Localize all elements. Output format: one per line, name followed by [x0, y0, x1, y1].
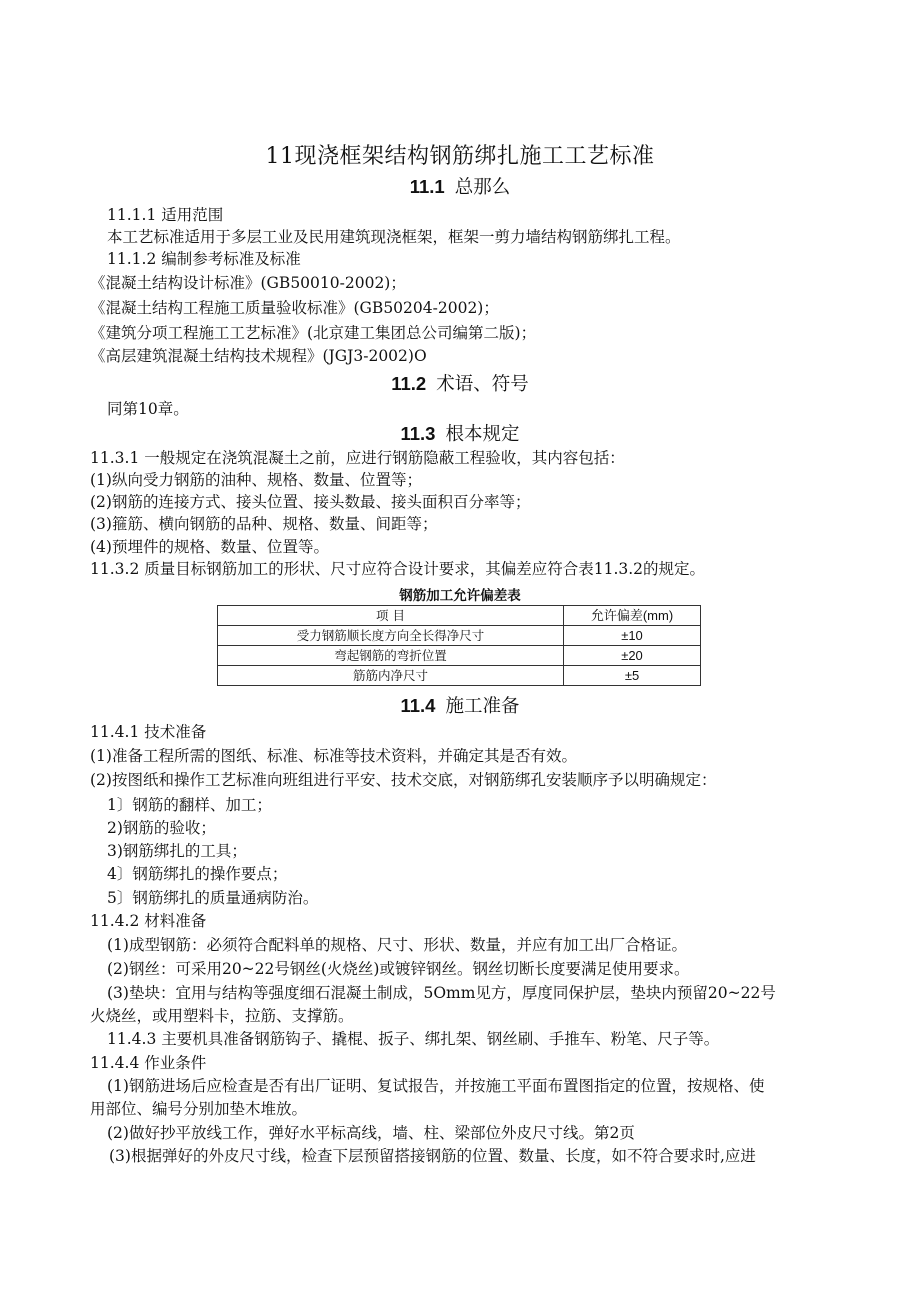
clause-11-3-1: 11.3.1 一般规定在浇筑混凝土之前，应进行钢筋隐蔽工程验收，其内容包括： — [90, 449, 625, 467]
list-item: (3)垫块：宜用与结构等强度细石混凝土制成，5Omm见方，厚度同保护层，垫块内预留20~22号 — [107, 984, 776, 1002]
section-number: 11.1 — [409, 176, 445, 197]
table-caption: 钢筋加工允许偏差表 — [399, 588, 521, 603]
section-heading-11-2 — [0, 372, 920, 397]
list-item: (1)钢筋进场后应检查是否有出厂证明、复试报告，并按施工平面布置图指定的位置，按规格、使 — [107, 1077, 765, 1095]
table-cell: ±5 — [564, 666, 701, 686]
paragraph: 同第10章。 — [107, 400, 189, 418]
list-item: 5〕钢筋绑扎的质量通病防治。 — [107, 889, 319, 907]
paragraph: 本工艺标准适用于多层工业及民用建筑现浇框架，框架一剪力墙结构钢筋绑扎工程。 — [107, 228, 681, 246]
reference-item: 《混凝土结构工程施工质量验收标准》(GB50204-2002)； — [90, 299, 499, 317]
list-item: (2)钢丝：可采用20~22号钢丝(火烧丝)或镀锌钢丝。钢丝切断长度要满足使用要求。 — [107, 960, 690, 978]
clause-11-1-2: 11.1.2 编制参考标准及标准 — [107, 250, 301, 268]
reference-item: 《混凝土结构设计标准》(GB50010-2002)； — [90, 274, 406, 292]
list-item: (4)预埋件的规格、数量、位置等。 — [90, 538, 329, 556]
table-row — [218, 646, 701, 666]
list-item: (1)准备工程所需的图纸、标准、标准等技术资料，并确定其是否有效。 — [90, 747, 577, 765]
list-item: 4〕钢筋绑扎的操作要点； — [107, 865, 288, 883]
section-number: 11.3 — [400, 423, 436, 444]
list-item: (3)根据弹好的外皮尺寸线，检查下层预留搭接钢筋的位置、数量、长度，如不符合要求时,应进 — [109, 1147, 756, 1165]
list-item: 3)钢筋绑扎的工具； — [107, 842, 247, 860]
table-header-row — [218, 606, 701, 626]
document-title: 11现浇框架结构钢筋绑扎施工工艺标准 — [265, 144, 655, 169]
list-item: (1)纵向受力钢筋的油种、规格、数量、位置等； — [90, 471, 422, 489]
clause-11-1-1: 11.1.1 适用范围 — [107, 206, 224, 224]
list-item: (3)箍筋、横向钢筋的品种、规格、数量、间距等； — [90, 515, 438, 533]
clause-11-3-2: 11.3.2 质量目标钢筋加工的形状、尺寸应符合设计要求，其偏差应符合表11.3.2的规定。 — [90, 560, 706, 578]
clause-11-4-1: 11.4.1 技术准备 — [90, 723, 207, 741]
table-row — [218, 626, 701, 646]
table-header-cell: 项 目 — [218, 606, 564, 626]
reference-item: 《建筑分项工程施工工艺标准》(北京建工集团总公司编第二版)； — [90, 324, 537, 342]
table-header-cell: 允许偏差(mm) — [564, 606, 701, 626]
table-cell: 筋筋内净尺寸 — [218, 666, 564, 686]
clause-11-4-4: 11.4.4 作业条件 — [90, 1054, 207, 1072]
list-item: (1)成型钢筋：必须符合配料单的规格、尺寸、形状、数量，并应有加工出厂合格证。 — [107, 936, 687, 954]
section-title: 施工准备 — [445, 696, 520, 717]
table-cell: ±10 — [564, 626, 701, 646]
list-item: (2)按图纸和操作工艺标准向班组进行平安、技术交底，对钢筋绑孔安装顺序予以明确规定： — [90, 771, 717, 789]
section-title: 术语、符号 — [436, 374, 529, 395]
section-heading-11-1 — [0, 175, 920, 200]
list-item-continuation: 火烧丝，或用塑料卡，拉筋、支撑筋。 — [90, 1007, 354, 1025]
section-heading-11-3 — [0, 422, 920, 447]
list-item: (2)做好抄平放线工作，弹好水平标高线，墙、柱、梁部位外皮尺寸线。第2页 — [107, 1124, 635, 1142]
section-title: 根本规定 — [445, 424, 520, 445]
table-cell: 受力钢筋顺长度方向全长得净尺寸 — [218, 626, 564, 646]
section-number: 11.4 — [400, 695, 436, 716]
tolerance-table — [217, 605, 701, 686]
section-title: 总那么 — [454, 177, 511, 198]
table-cell: 弯起钢筋的弯折位置 — [218, 646, 564, 666]
section-number: 11.2 — [391, 373, 427, 394]
table-cell: ±20 — [564, 646, 701, 666]
list-item-continuation: 用部位、编号分别加垫木堆放。 — [90, 1100, 308, 1118]
table-row — [218, 666, 701, 686]
list-item: 1〕钢筋的翻样、加工； — [107, 796, 272, 814]
list-item: (2)钢筋的连接方式、接头位置、接头数最、接头面积百分率等； — [90, 493, 531, 511]
section-heading-11-4 — [0, 694, 920, 719]
list-item: 2)钢筋的验收； — [107, 819, 216, 837]
reference-item: 《高层建筑混凝土结构技术规程》(JGJ3-2002)O — [90, 347, 427, 365]
clause-11-4-2: 11.4.2 材料准备 — [90, 912, 207, 930]
clause-11-4-3: 11.4.3 主要机具准备钢筋钩子、撬棍、扳子、绑扎架、钢丝刷、手推车、粉笔、尺子等。 — [107, 1030, 720, 1048]
